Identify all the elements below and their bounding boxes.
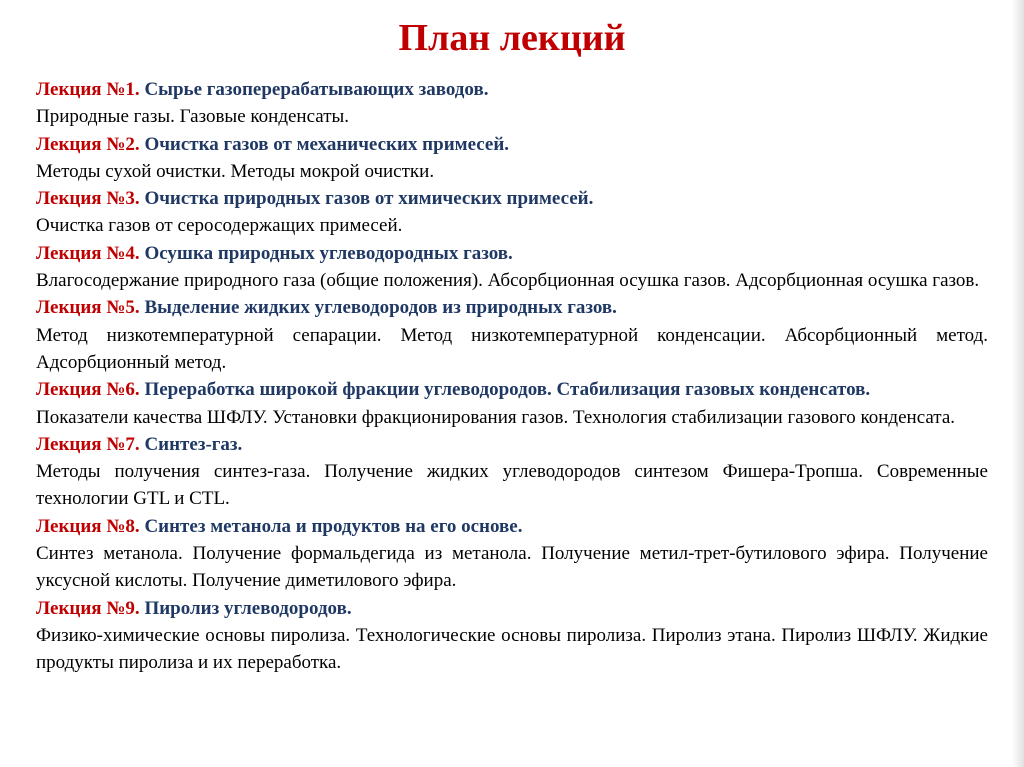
lecture-description: Метод низкотемпературной сепарации. Метод низкотемпературной конденсации. Абсорбционный метод. Адсорбционный метод. [36, 324, 988, 373]
lecture-item-7 [36, 431, 988, 513]
lecture-heading [36, 131, 988, 158]
lecture-item-8 [36, 513, 988, 595]
lecture-item-2 [36, 131, 988, 186]
lecture-item-9 [36, 595, 988, 677]
slide-edge-shadow [1012, 0, 1024, 767]
lecture-description: Влагосодержание природного газа (общие положения). Абсорбционная осушка газов. Адсорбционная осушка газов. [36, 270, 980, 292]
lecture-description: Методы сухой очистки. Методы мокрой очистки. [36, 160, 435, 182]
lecture-description: Физико-химические основы пиролиза. Технологические основы пиролиза. Пиролиз этана. Пиролиз ШФЛУ. Жидкие продукты пиролиза и их переработка. [36, 624, 988, 674]
lecture-number: Лекция №1. [36, 79, 140, 100]
lecture-heading [36, 376, 988, 403]
lecture-number: Лекция №3. [36, 188, 140, 210]
lecture-item-6 [36, 376, 988, 431]
lecture-description: Показатели качества ШФЛУ. Установки фракционирования газов. Технология стабилизации газового конденсата. [36, 406, 956, 428]
lecture-list [36, 76, 988, 677]
lecture-title: Выделение жидких углеводородов из природных газов. [144, 297, 617, 319]
lecture-title: Синтез метанола и продуктов на его основе. [144, 515, 523, 537]
lecture-heading [36, 294, 988, 321]
lecture-number: Лекция №9. [36, 597, 140, 619]
lecture-heading [36, 240, 988, 267]
lecture-number: Лекция №8. [36, 515, 140, 537]
lecture-item-3 [36, 185, 988, 240]
lecture-number: Лекция №6. [36, 379, 140, 401]
lecture-title: Очистка газов от механических примесей. [144, 133, 510, 155]
lecture-number: Лекция №4. [36, 242, 140, 264]
lecture-item-5 [36, 294, 988, 376]
lecture-title: Очистка природных газов от химических примесей. [144, 188, 594, 210]
lecture-description: Природные газы. Газовые конденсаты. [36, 106, 350, 128]
lecture-number: Лекция №2. [36, 133, 140, 155]
lecture-heading [36, 185, 988, 212]
lecture-heading [36, 76, 988, 103]
lecture-title: Переработка широкой фракции углеводородов. Стабилизация газовых конденсатов. [144, 379, 871, 401]
lecture-title: Сырье газоперерабатывающих заводов. [144, 79, 489, 100]
lecture-description: Очистка газов от серосодержащих примесей. [36, 215, 403, 237]
lecture-item-1 [36, 76, 988, 131]
lecture-item-4 [36, 240, 988, 295]
lecture-title: Осушка природных углеводородных газов. [144, 242, 513, 264]
lecture-description: Методы получения синтез-газа. Получение жидких углеводородов синтезом Фишера-Тропша. Современные технологии GTL и CTL. [36, 461, 988, 510]
lecture-title: Пиролиз углеводородов. [144, 597, 352, 619]
lecture-title: Синтез-газ. [144, 433, 243, 455]
page-title: План лекций [398, 17, 626, 59]
lecture-number: Лекция №7. [36, 433, 140, 455]
lecture-number: Лекция №5. [36, 297, 140, 319]
lecture-heading [36, 513, 988, 540]
lecture-description: Синтез метанола. Получение формальдегида из метанола. Получение метил-трет-бутилового эфира. Получение уксусной кислоты. Получение диметилового эфира. [36, 543, 988, 592]
lecture-heading [36, 431, 988, 458]
lecture-heading [36, 595, 988, 622]
